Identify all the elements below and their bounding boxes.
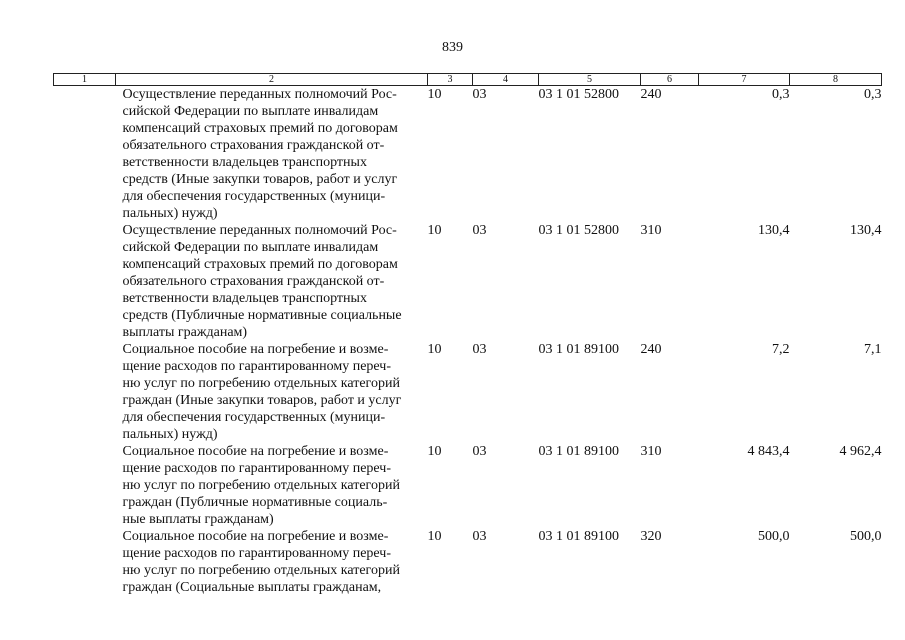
description-line: сийской Федерации по выплате инвалидам xyxy=(122,240,379,255)
description-line: ветственности владельцев транспортных xyxy=(122,291,367,306)
cell-col1 xyxy=(54,528,116,596)
description-line: Социальное пособие на погребение и возме- xyxy=(122,529,389,544)
cell-subsection-code: 03 xyxy=(472,529,487,544)
description-line: Социальное пособие на погребение и возме- xyxy=(122,342,389,357)
description-line: ные выплаты гражданам) xyxy=(122,512,274,527)
cell-col1 xyxy=(54,341,116,443)
table-row xyxy=(54,222,882,341)
cell-description xyxy=(116,528,428,596)
cell-section-code: 10 xyxy=(427,87,442,102)
cell-expense-type: 240 xyxy=(640,87,662,102)
cell-col1 xyxy=(54,222,116,341)
description-line: обязательного страхования гражданской от- xyxy=(122,274,385,289)
header-row xyxy=(54,74,882,86)
cell-section-code: 10 xyxy=(427,223,442,238)
cell-section-code: 10 xyxy=(427,444,442,459)
description-line: граждан (Иные закупки товаров, работ и услуг xyxy=(122,393,402,408)
description-line: щение расходов по гарантированному переч- xyxy=(122,461,391,476)
cell-subsection-code: 03 xyxy=(472,87,487,102)
description-line: ветственности владельцев транспортных xyxy=(122,155,367,170)
budget-table xyxy=(53,73,882,596)
cell-amount-year2: 500,0 xyxy=(850,529,882,544)
description-line: компенсаций страховых премий по договорам xyxy=(122,257,398,272)
description-line: обязательного страхования гражданской от- xyxy=(122,138,385,153)
description-line: ню услуг по погребению отдельных категорий xyxy=(122,478,400,493)
cell-section-code: 10 xyxy=(427,342,442,357)
cell-target-article: 03 1 01 89100 xyxy=(538,444,619,459)
description-line: для обеспечения государственных (муници- xyxy=(122,410,386,425)
cell-subsection-code: 03 xyxy=(472,444,487,459)
cell-amount-year1: 7,2 xyxy=(772,342,790,357)
cell-col1 xyxy=(54,86,116,223)
cell-section-code: 10 xyxy=(427,529,442,544)
cell-description xyxy=(116,341,428,443)
description-line: Социальное пособие на погребение и возме- xyxy=(122,444,389,459)
cell-expense-type: 240 xyxy=(640,342,662,357)
description-line: щение расходов по гарантированному переч- xyxy=(122,546,391,561)
cell-target-article: 03 1 01 89100 xyxy=(538,529,619,544)
description-line: Осуществление переданных полномочий Рос- xyxy=(122,87,397,102)
cell-target-article: 03 1 01 52800 xyxy=(538,87,619,102)
cell-description xyxy=(116,222,428,341)
column-header-1: 1 xyxy=(54,74,116,86)
description-line: сийской Федерации по выплате инвалидам xyxy=(122,104,379,119)
description-line: компенсаций страховых премий по договорам xyxy=(122,121,398,136)
description-line: пальных) нужд) xyxy=(122,206,218,221)
column-header-5: 5 xyxy=(539,74,641,86)
table-body xyxy=(54,86,882,597)
cell-amount-year2: 7,1 xyxy=(864,342,882,357)
cell-amount-year1: 130,4 xyxy=(758,223,790,238)
cell-expense-type: 310 xyxy=(640,444,662,459)
description-line: граждан (Социальные выплаты гражданам, xyxy=(122,580,382,595)
cell-expense-type: 320 xyxy=(640,529,662,544)
cell-target-article: 03 1 01 52800 xyxy=(538,223,619,238)
cell-description xyxy=(116,443,428,528)
cell-amount-year2: 130,4 xyxy=(850,223,882,238)
table-row xyxy=(54,341,882,443)
page-number: 839 xyxy=(442,40,463,55)
cell-amount-year1: 0,3 xyxy=(772,87,790,102)
column-header-2: 2 xyxy=(116,74,428,86)
description-line: средств (Иные закупки товаров, работ и услуг xyxy=(122,172,398,187)
cell-col1 xyxy=(54,443,116,528)
description-line: пальных) нужд) xyxy=(122,427,218,442)
description-line: для обеспечения государственных (муници- xyxy=(122,189,386,204)
description-line: граждан (Публичные нормативные социаль- xyxy=(122,495,388,510)
cell-subsection-code: 03 xyxy=(472,342,487,357)
description-line: ню услуг по погребению отдельных категорий xyxy=(122,563,400,578)
description-line: щение расходов по гарантированному переч- xyxy=(122,359,391,374)
cell-amount-year2: 4 962,4 xyxy=(839,444,882,459)
description-line: выплаты гражданам) xyxy=(122,325,248,340)
cell-amount-year2: 0,3 xyxy=(864,87,882,102)
cell-subsection-code: 03 xyxy=(472,223,487,238)
cell-expense-type: 310 xyxy=(640,223,662,238)
cell-amount-year1: 4 843,4 xyxy=(747,444,790,459)
column-header-8: 8 xyxy=(790,74,882,86)
table-row xyxy=(54,528,882,596)
cell-description xyxy=(116,86,428,223)
table-row xyxy=(54,443,882,528)
column-header-3: 3 xyxy=(428,74,473,86)
description-line: ню услуг по погребению отдельных категорий xyxy=(122,376,400,391)
description-line: Осуществление переданных полномочий Рос- xyxy=(122,223,397,238)
column-header-6: 6 xyxy=(641,74,699,86)
column-header-4: 4 xyxy=(473,74,539,86)
description-line: средств (Публичные нормативные социальные xyxy=(122,308,402,323)
cell-target-article: 03 1 01 89100 xyxy=(538,342,619,357)
cell-amount-year1: 500,0 xyxy=(758,529,790,544)
table-row xyxy=(54,86,882,223)
column-header-7: 7 xyxy=(699,74,790,86)
